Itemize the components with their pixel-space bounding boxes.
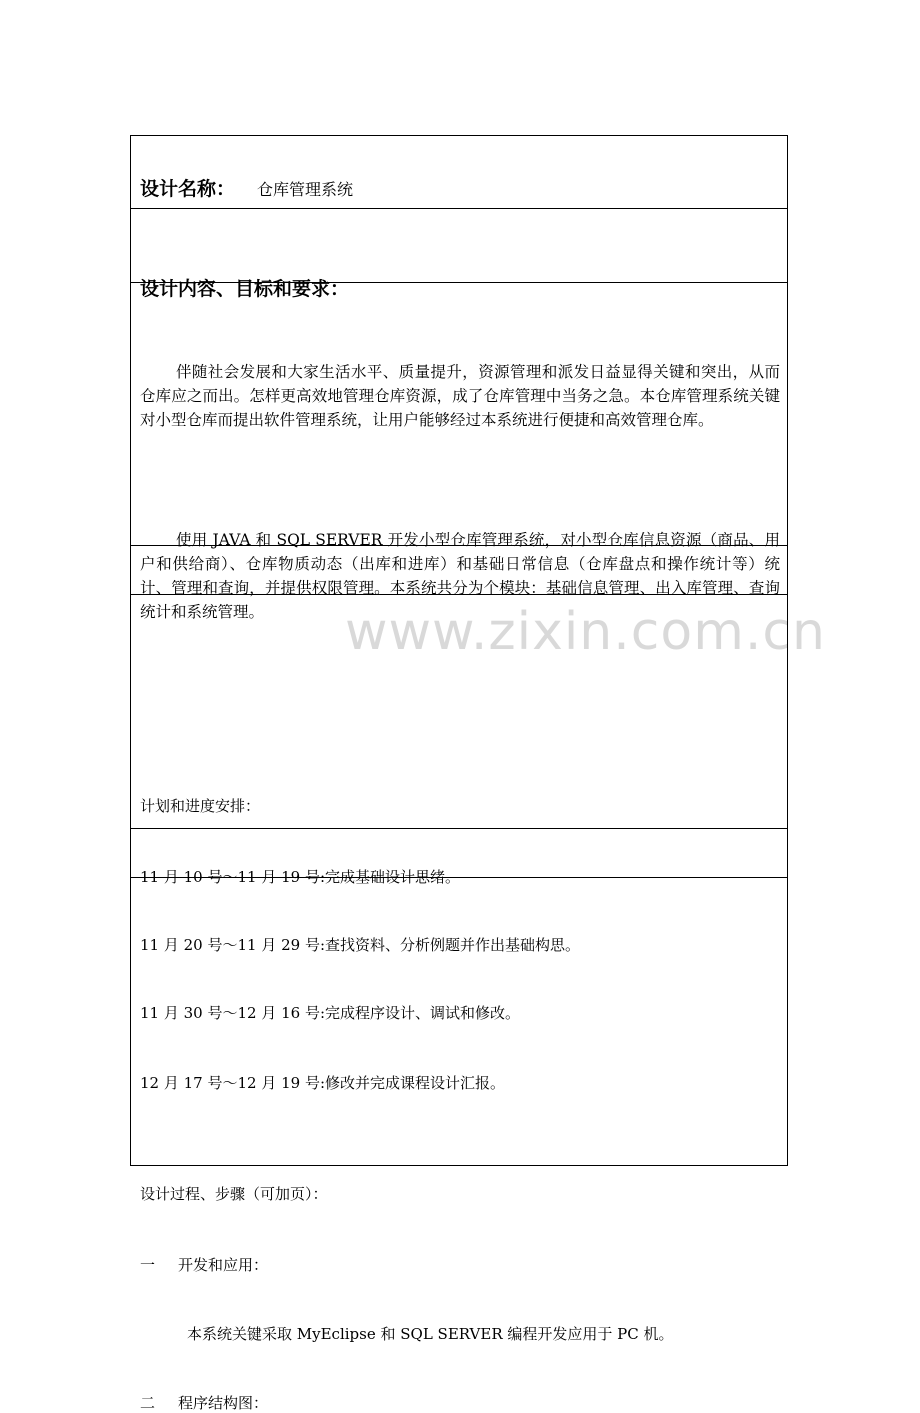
schedule-item: 11 月 10 号～11 月 19 号:完成基础设计思绪。 bbox=[140, 868, 461, 886]
section-1-body: 本系统关键采取 MyEclipse 和 SQL SERVER 编程开发应用于 PC 机。 bbox=[187, 1325, 674, 1343]
design-name-row bbox=[140, 174, 796, 201]
schedule-item: 11 月 30 号～12 月 16 号:完成程序设计、调试和修改。 bbox=[140, 1004, 521, 1022]
schedule-item: 11 月 20 号～11 月 29 号:查找资料、分析例题并作出基础构思。 bbox=[140, 936, 581, 954]
section-1-heading bbox=[140, 1254, 796, 1275]
divider bbox=[131, 208, 787, 209]
schedule-label: 计划和进度安排： bbox=[140, 797, 261, 815]
section-2-heading bbox=[140, 1392, 796, 1413]
form-table bbox=[130, 135, 788, 1412]
section-2-number: 二 bbox=[140, 1394, 156, 1412]
section-1-title: 开发和应用： bbox=[178, 1256, 269, 1274]
process-label: 设计过程、步骤（可加页）： bbox=[140, 1185, 328, 1203]
content-paragraph-1: 伴随社会发展和大家生活水平、质量提升，资源管理和派发日益显得关键和突出，从而仓库应之而出。怎样更高效地管理仓库资源，成了仓库管理中当务之急。本仓库管理系统关键对小型仓库而提出软件管理系统，让用户能够经过本系统进行便捷和高效管理仓库。 bbox=[140, 363, 780, 429]
schedule-item: 12 月 17 号～12 月 19 号:修改并完成课程设计汇报。 bbox=[140, 1074, 506, 1092]
section-1-number: 一 bbox=[140, 1256, 156, 1274]
divider bbox=[131, 828, 787, 829]
design-name-label: 设计名称： bbox=[140, 178, 236, 200]
watermark: www.zixin.com.cn bbox=[345, 602, 826, 662]
content-paragraph-2: 使用 JAVA 和 SQL SERVER 开发小型仓库管理系统，对小型仓库信息资源（商品、用户和供给商）、仓库物质动态（出库和进库）和基础日常信息（仓库盘点和操作统计等）统计、管理和查询，并提供权限管理。本系统共分为个模块：基础信息管理、出入库管理、查询统计和系统管理。 bbox=[140, 531, 780, 621]
design-content-label: 设计内容、目标和要求： bbox=[140, 278, 350, 300]
design-name-value: 仓库管理系统 bbox=[257, 180, 354, 199]
section-2-title: 程序结构图： bbox=[178, 1394, 269, 1412]
